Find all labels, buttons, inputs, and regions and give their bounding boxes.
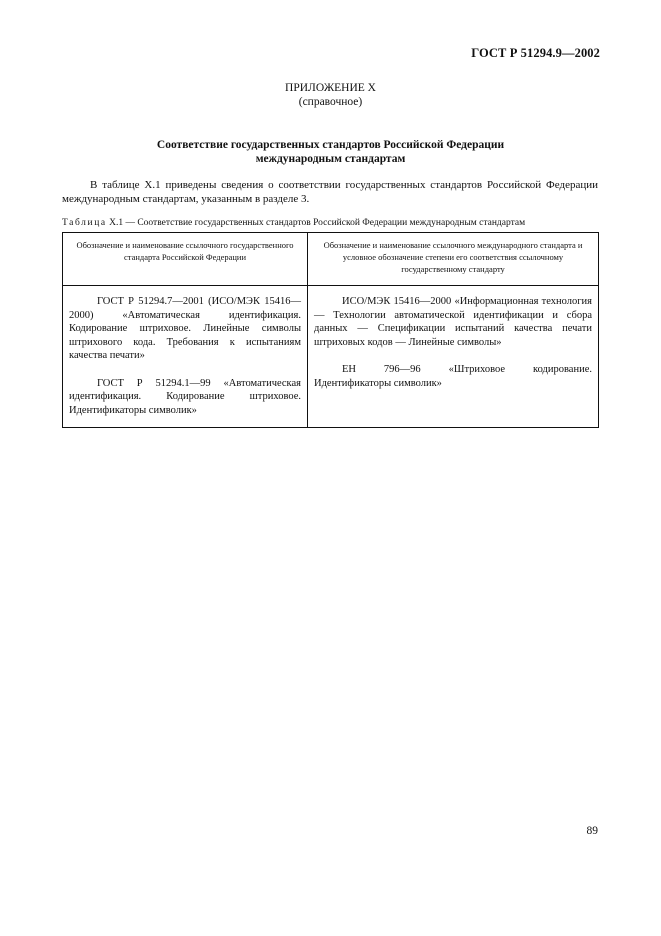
section-title bbox=[0, 138, 661, 166]
intro-paragraph: В таблице Х.1 приведены сведения о соответствии государственных стандартов Российской Федерации международным стандартам, указанным в разделе 3. bbox=[62, 179, 598, 205]
international-standards-cell bbox=[308, 286, 599, 428]
page-number: 89 bbox=[586, 825, 598, 837]
document-code: ГОСТ Р 51294.9—2002 bbox=[471, 46, 600, 60]
section-title-line-1: Соответствие государственных стандартов Российской Федерации bbox=[156, 139, 505, 151]
national-standards-cell bbox=[63, 286, 308, 428]
table-caption-text: Х.1 — Соответствие государственных стандартов Российской Федерации международным стандартам bbox=[109, 218, 526, 228]
appendix-label: ПРИЛОЖЕНИЕ X bbox=[285, 82, 376, 94]
table-caption-label: Таблица bbox=[62, 218, 107, 228]
table-row bbox=[63, 286, 599, 428]
table-header-row bbox=[63, 233, 599, 286]
international-standard-entry: ЕН 796—96 «Штриховое кодирование. Идентификаторы символик» bbox=[314, 364, 592, 389]
table-caption bbox=[62, 217, 602, 229]
section-title-line-2: международным стандартам bbox=[255, 153, 406, 165]
appendix-type: (справочное) bbox=[298, 96, 363, 108]
table-header-national: Обозначение и наименование ссылочного государственного стандарта Российской Федерации bbox=[63, 233, 308, 286]
international-standard-entry: ИСО/МЭК 15416—2000 «Информационная технология — Технологии автоматической идентификации и сбора данных — Спецификации испытаний качества печати штриховых кодов — Линейные символы» bbox=[314, 296, 592, 348]
standards-table bbox=[62, 232, 599, 428]
table-header-international: Обозначение и наименование ссылочного международного стандарта и условное обозначение степени его соответствия ссылочному государственному стандарту bbox=[308, 233, 599, 286]
national-standard-entry: ГОСТ Р 51294.1—99 «Автоматическая идентификация. Кодирование штриховое. Идентификаторы символик» bbox=[69, 377, 301, 416]
national-standard-entry: ГОСТ Р 51294.7—2001 (ИСО/МЭК 15416—2000) «Автоматическая идентификация. Кодирование штриховое. Линейные символы штрихового кода. Требования к испытаниям качества печати» bbox=[69, 296, 301, 361]
appendix-heading bbox=[0, 81, 661, 109]
